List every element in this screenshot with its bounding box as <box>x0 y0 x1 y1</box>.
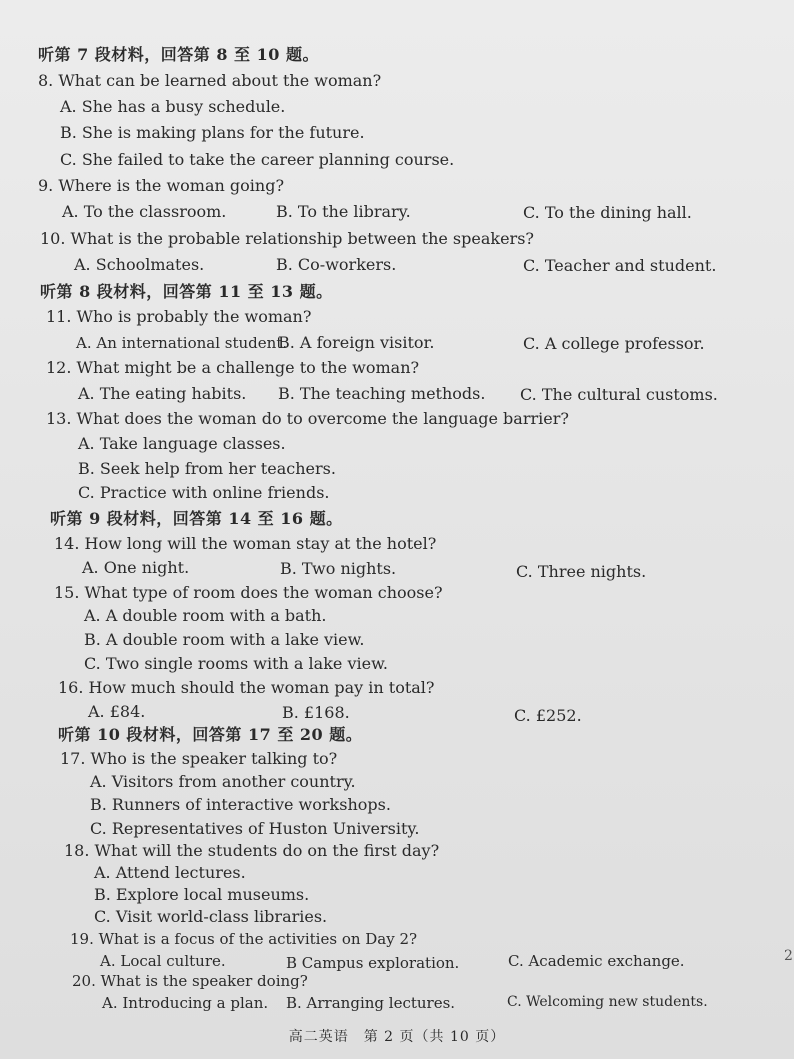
section-header-10: 听第 10 段材料，回答第 17 至 20 题。 <box>58 725 363 744</box>
option-10a: A. Schoolmates. <box>74 255 205 274</box>
question-17: 17. Who is the speaker talking to? <box>60 749 338 768</box>
option-14b: B. Two nights. <box>280 559 397 578</box>
option-11c: C. A college professor. <box>523 334 705 353</box>
option-15a: A. A double room with a bath. <box>84 606 327 625</box>
question-13: 13. What does the woman do to overcome the language barrier? <box>46 409 569 428</box>
option-17b: B. Runners of interactive workshops. <box>90 795 391 814</box>
option-12c: C. The cultural customs. <box>520 385 718 404</box>
option-9a: A. To the classroom. <box>62 202 227 221</box>
question-11: 11. Who is probably the woman? <box>46 307 312 326</box>
option-13c: C. Practice with online friends. <box>78 483 330 502</box>
question-15: 15. What type of room does the woman choose? <box>54 583 443 602</box>
question-14: 14. How long will the woman stay at the hotel? <box>54 534 437 553</box>
option-11a: A. An international student. <box>76 334 288 352</box>
option-8a: A. She has a busy schedule. <box>60 97 286 116</box>
option-15c: C. Two single rooms with a lake view. <box>84 654 388 673</box>
option-18c: C. Visit world-class libraries. <box>94 907 328 926</box>
option-16c: C. £252. <box>514 706 582 725</box>
option-13b: B. Seek help from her teachers. <box>78 459 336 478</box>
edge-page-mark: 2 <box>784 948 793 964</box>
question-18: 18. What will the students do on the first day? <box>64 841 440 860</box>
option-19c: C. Academic exchange. <box>508 952 685 970</box>
option-8c: C. She failed to take the career planning course. <box>60 150 455 169</box>
question-16: 16. How much should the woman pay in total? <box>58 678 435 697</box>
option-10b: B. Co-workers. <box>276 255 397 274</box>
section-header-9: 听第 9 段材料，回答第 14 至 16 题。 <box>50 509 343 528</box>
option-13a: A. Take language classes. <box>78 434 286 453</box>
option-12b: B. The teaching methods. <box>278 384 486 403</box>
option-14c: C. Three nights. <box>516 562 647 581</box>
option-12a: A. The eating habits. <box>78 384 247 403</box>
option-14a: A. One night. <box>82 558 190 577</box>
option-19b: B Campus exploration. <box>286 954 460 972</box>
question-8: 8. What can be learned about the woman? <box>38 71 382 90</box>
option-20b: B. Arranging lectures. <box>286 994 456 1012</box>
option-19a: A. Local culture. <box>100 952 226 970</box>
option-20c: C. Welcoming new students. <box>507 994 708 1010</box>
question-19: 19. What is a focus of the activities on Day 2? <box>70 930 418 948</box>
question-12: 12. What might be a challenge to the woman? <box>46 358 420 377</box>
section-header-8: 听第 8 段材料，回答第 11 至 13 题。 <box>40 282 333 301</box>
option-17c: C. Representatives of Huston University. <box>90 819 420 838</box>
option-16a: A. £84. <box>88 702 146 721</box>
option-9b: B. To the library. <box>276 202 411 221</box>
option-20a: A. Introducing a plan. <box>102 994 269 1012</box>
option-17a: A. Visitors from another country. <box>90 772 356 791</box>
option-8b: B. She is making plans for the future. <box>60 123 365 142</box>
option-11b: B. A foreign visitor. <box>278 333 435 352</box>
option-10c: C. Teacher and student. <box>523 256 717 275</box>
section-header-7: 听第 7 段材料，回答第 8 至 10 题。 <box>38 45 319 64</box>
question-10: 10. What is the probable relationship between the speakers? <box>40 229 534 248</box>
question-9: 9. Where is the woman going? <box>38 176 285 195</box>
question-20: 20. What is the speaker doing? <box>72 972 308 990</box>
page-footer: 高二英语 第 2 页（共 10 页） <box>288 1029 506 1045</box>
option-18a: A. Attend lectures. <box>94 863 246 882</box>
option-18b: B. Explore local museums. <box>94 885 310 904</box>
option-9c: C. To the dining hall. <box>523 203 692 222</box>
option-16b: B. £168. <box>282 703 350 722</box>
option-15b: B. A double room with a lake view. <box>84 630 365 649</box>
